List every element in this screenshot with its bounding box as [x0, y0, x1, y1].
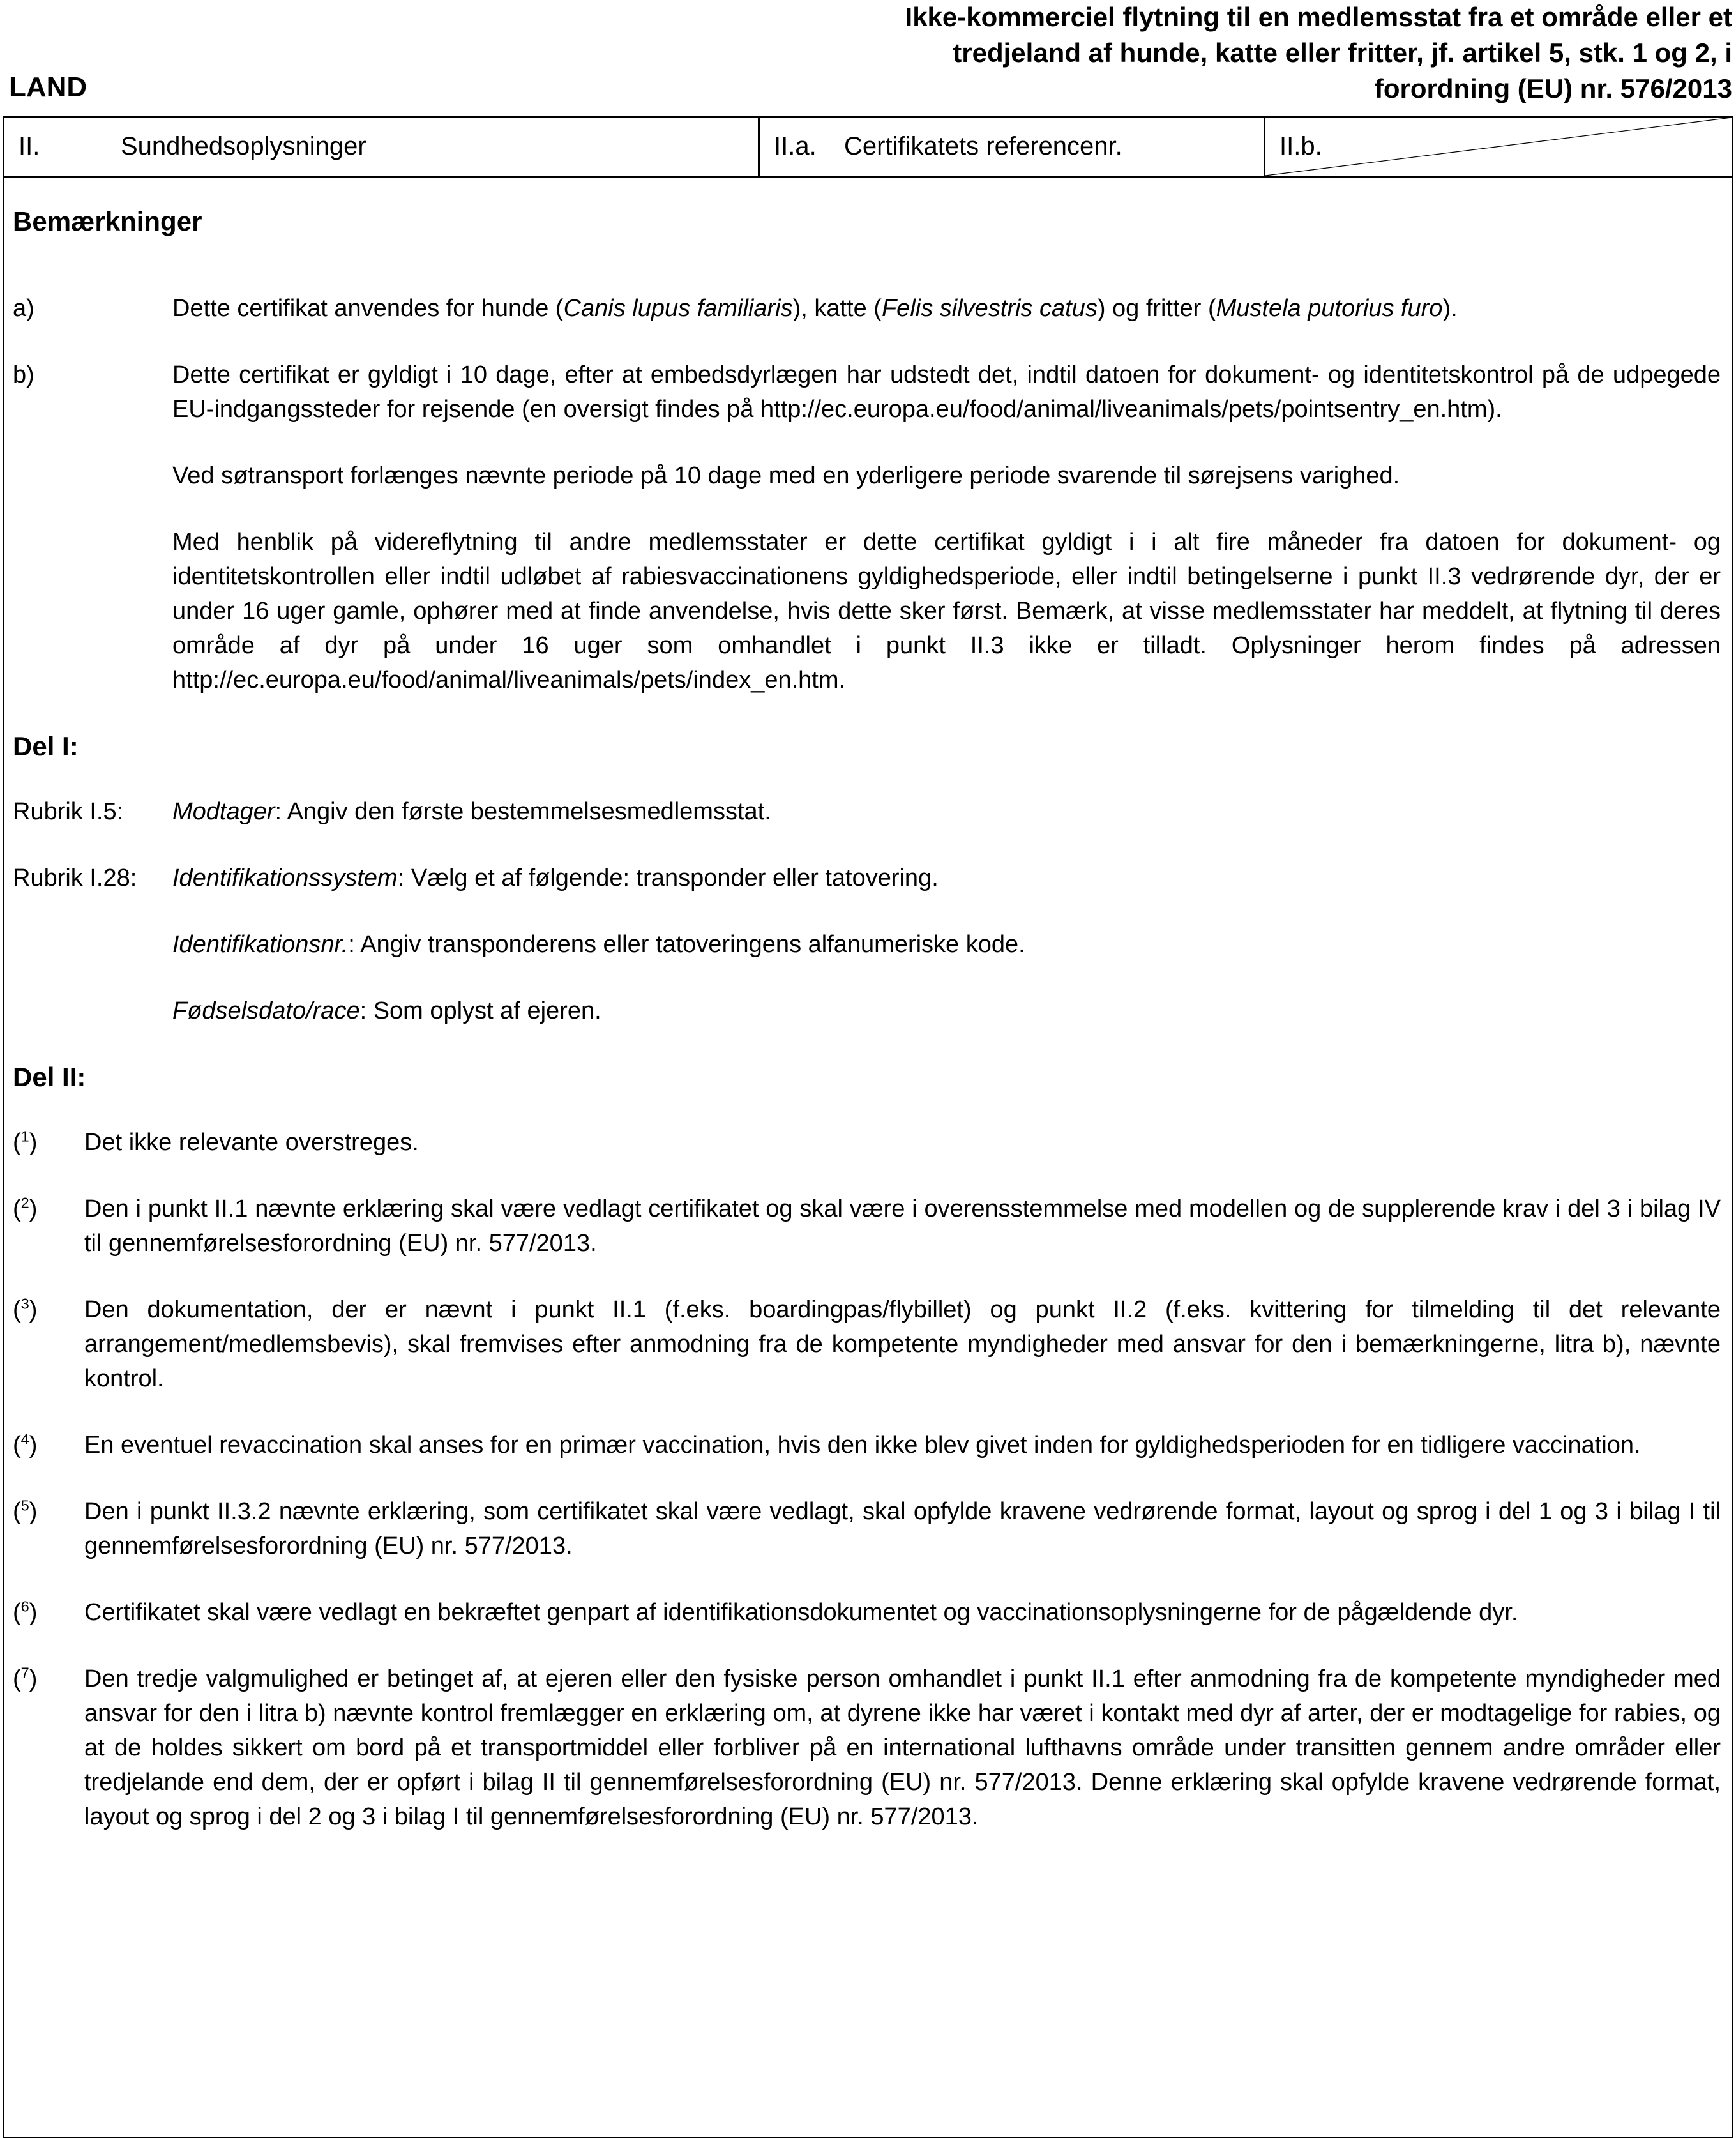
footnote-6 [13, 1595, 1722, 1630]
reference-label: Certifikatets referencenr. [844, 132, 1122, 160]
footnote-marker: ($^4$) [13, 1430, 38, 1459]
section-label: Sundhedsoplysninger [121, 132, 366, 160]
remarks-box [3, 178, 1733, 2138]
identification-number-row [13, 927, 1722, 962]
footnote-marker: ($^3$) [13, 1295, 38, 1323]
iib-number: II.b. [1279, 132, 1322, 160]
page-header [3, 0, 1733, 116]
item-label [13, 459, 172, 493]
item-label [13, 927, 172, 962]
health-info-cell [4, 118, 758, 176]
footnote-text: Den dokumentation, der er nævnt i punkt II.1 (f.eks. boardingpas/flybillet) og punkt II.2 (f.eks. kvittering for tilmelding til det relevante arrangement/medlemsbevis), skal fremvises efter anmodning fra de kompetente myndigheder med ansvar for den i bemærkningerne, litra b), nævnte kontrol. [84, 1296, 1721, 1392]
footnote-text: Den i punkt II.3.2 nævnte erklæring, som certifikatet skal være vedlagt, skal opfylde kravene vedrørende format, layout og sprog i del 1 og 3 i bilag I til gennemførelsesforordning (EU) nr. 577/2013. [84, 1498, 1721, 1559]
certificate-reference-cell [758, 118, 1264, 176]
footnote-marker: ($^6$) [13, 1598, 38, 1626]
footnote-text: En eventuel revaccination skal anses for en primær vaccination, hvis den ikke blev givet inden for gyldighedsperioden for en tidligere vaccination. [84, 1432, 1641, 1459]
footnote-7 [13, 1662, 1722, 1834]
item-label [13, 525, 172, 697]
item-label: a) [13, 295, 34, 322]
item-text: Fødselsdato/race: Som oplyst af ejeren. [172, 997, 601, 1024]
certificate-title [905, 0, 1732, 107]
title-line-1: Ikke-kommerciel flytning til en medlemsstat fra et område eller et [905, 2, 1732, 32]
item-label: Rubrik I.28: [13, 865, 137, 891]
item-text: Dette certifikat er gyldigt i 10 dage, efter at embedsdyrlægen har udstedt det, indtil datoen for dokument- og identitetskontrol på de udpegede EU-indgangssteder for rejsende (en oversigt findes på http://ec.europa.eu/food/animal/liveanimals/pets/pointsentry_en.htm). [172, 361, 1721, 423]
item-text: Identifikationssystem: Vælg et af følgende: transponder eller tatovering. [172, 865, 939, 891]
health-info-row [3, 116, 1733, 178]
footnote-text: Certifikatet skal være vedlagt en bekræftet genpart af identifikationsdokumentet og vaccinationsoplysningerne for de pågældende dyr. [84, 1599, 1518, 1626]
footnote-2 [13, 1192, 1722, 1261]
rubrik-i28-row [13, 861, 1722, 895]
footnote-text: Den tredje valgmulighed er betinget af, at ejeren eller den fysiske person omhandlet i punkt II.1 efter anmodning fra de kompetente myndigheder med ansvar for den i litra b) nævnte kontrol fremlægger en erklæring om, at dyrene ikke har været i kontakt med dyr af arter, der er modtagelige for rabies, og at de holdes sikkert om bord på et transportmiddel eller forbliver på en international lufthavns område under transitten gennem andre områder eller tredjelande end dem, der er opført i bilag II til gennemførelsesforordning (EU) nr. 577/2013. Denne erklæring skal opfylde kravene vedrørende format, layout og sprog i del 2 og 3 i bilag I til gennemførelsesforordning (EU) nr. 577/2013. [84, 1665, 1721, 1830]
remark-sea-transport [13, 459, 1722, 493]
remark-item-b [13, 358, 1722, 427]
rubrik-i5-row [13, 794, 1722, 829]
diagonal-strikethrough-line [1265, 118, 1732, 176]
footnote-marker: ($^5$) [13, 1497, 38, 1525]
footnote-marker: ($^1$) [13, 1128, 38, 1156]
footnote-marker: ($^7$) [13, 1664, 38, 1692]
footnote-text: Det ikke relevante overstreges. [84, 1129, 419, 1156]
part2-heading: Del II: [13, 1062, 86, 1092]
item-text: Ved søtransport forlænges nævnte periode på 10 dage med en yderligere periode svarende til sørejsens varighed. [172, 462, 1400, 489]
item-text: Med henblik på videreflytning til andre medlemsstater er dette certifikat gyldigt i i alt fire måneder fra datoen for dokument- og identitetskontrollen eller indtil udløbet af rabiesvaccinationens gyldighedsperiode, eller indtil betingelserne i punkt II.3 vedrørende dyr, der er under 16 uger gamle, ophører med at finde anvendelse, hvis dette sker først. Bemærk, at visse medlemsstater har meddelt, at flytning til deres område af dyr på under 16 uger som omhandlet i punkt II.3 ikke er tilladt. Oplysninger herom findes på adressen http://ec.europa.eu/food/animal/liveanimals/pets/index_en.htm. [172, 529, 1721, 694]
item-label: Rubrik I.5: [13, 798, 124, 825]
footnote-1 [13, 1125, 1722, 1160]
footnote-4 [13, 1428, 1722, 1462]
remark-item-a [13, 291, 1722, 326]
title-line-2: tredjeland af hunde, katte eller fritter, jf. artikel 5, stk. 1 og 2, i [953, 38, 1732, 68]
birthdate-breed-row [13, 994, 1722, 1028]
remarks-heading: Bemærkninger [13, 206, 202, 236]
remark-onward-movement [13, 525, 1722, 697]
section-number: II. [19, 132, 40, 160]
item-text: Dette certifikat anvendes for hunde (Canis lupus familiaris), katte (Felis silvestris catus) og fritter (Mustela putorius furo). [172, 295, 1458, 322]
reference-number: II.a. [774, 132, 817, 160]
item-text: Identifikationsnr.: Angiv transponderens eller tatoveringens alfanumeriske kode. [172, 931, 1025, 958]
title-line-3: forordning (EU) nr. 576/2013 [1374, 73, 1732, 103]
footnote-3 [13, 1293, 1722, 1396]
country-label: LAND [9, 72, 87, 103]
item-label [13, 994, 172, 1028]
footnote-text: Den i punkt II.1 nævnte erklæring skal være vedlagt certifikatet og skal være i overensstemmelse med modellen og de supplerende krav i del 3 i bilag IV til gennemførelsesforordning (EU) nr. 577/2013. [84, 1195, 1721, 1257]
item-label: b) [13, 361, 34, 388]
item-text: Modtager: Angiv den første bestemmelsesmedlemsstat. [172, 798, 771, 825]
iib-cell [1264, 118, 1732, 176]
footnote-5 [13, 1494, 1722, 1563]
part1-heading: Del I: [13, 731, 79, 761]
footnote-marker: ($^2$) [13, 1194, 38, 1222]
